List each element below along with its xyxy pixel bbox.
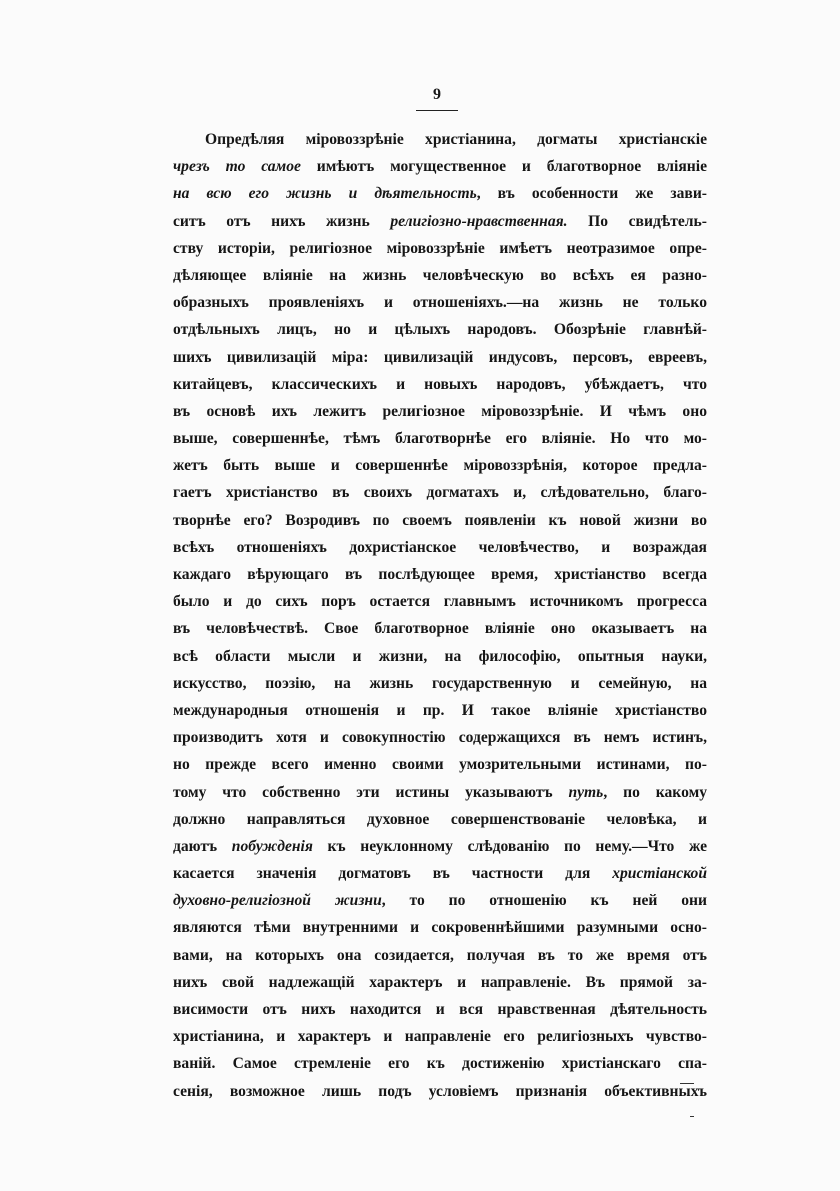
text-segment: къ неуклонному слѣдованію по нему.—Что же: [312, 837, 707, 855]
margin-mark: [690, 1116, 694, 1117]
text-segment: сенія, возможное лишь подъ условіемъ признанія объективныхъ: [173, 1082, 707, 1100]
text-segment: въ человѣчествѣ. Свое благотворное вліяніе оно оказываетъ на: [173, 620, 707, 638]
text-segment: но прежде всего именно своими умозрительными истинами, по-: [173, 756, 707, 774]
text-line: [173, 914, 707, 941]
text-line: [173, 779, 707, 806]
text-line: [173, 751, 707, 778]
italic-text: религіозно-нравственная.: [390, 212, 568, 230]
text-line: [173, 887, 707, 914]
text-line: [173, 615, 707, 642]
text-line: [173, 534, 707, 561]
text-segment: касается значенія догматовъ въ частности для: [173, 865, 613, 883]
text-segment: творнѣе его? Возродивъ по своемъ появленіи къ новой жизни во: [173, 511, 707, 529]
text-line: [173, 180, 707, 207]
italic-text: чрезъ то самое: [173, 158, 301, 176]
text-segment: даютъ: [173, 837, 232, 855]
text-line: [173, 1050, 707, 1077]
text-segment: должно направляться духовное совершенствованіе человѣка, и: [173, 810, 707, 828]
text-segment: жетъ быть выше и совершеннѣе міровоззрѣнія, которое предла-: [173, 457, 707, 475]
text-segment: шихъ цивилизацій міра: цивилизацій индусовъ, персовъ, евреевъ,: [173, 348, 707, 366]
text-line: [173, 344, 707, 371]
text-segment: По свидѣтель-: [567, 212, 707, 230]
text-segment: было и до сихъ поръ остается главнымъ источникомъ прогресса: [173, 593, 707, 611]
text-segment: каждаго вѣрующаго въ послѣдующее время, христіанство всегда: [173, 566, 707, 583]
text-line: [173, 316, 707, 343]
text-line: [173, 398, 707, 425]
text-segment: китайцевъ, классическихъ и новыхъ народовъ, убѣждаетъ, что: [173, 375, 707, 393]
text-line: [173, 1023, 707, 1050]
text-line: [173, 724, 707, 751]
margin-mark: [680, 1083, 694, 1084]
text-segment: образныхъ проявленіяхъ и отношеніяхъ.—на жизнь не только: [173, 294, 707, 312]
text-line: [173, 697, 707, 724]
text-segment: нихъ свой надлежащій характеръ и направленіе. Въ прямой за-: [173, 973, 707, 991]
italic-text: духовно-религіозной жизни: [173, 892, 382, 910]
page-number: 9: [433, 86, 441, 103]
text-segment: выше, совершеннѣе, тѣмъ благотворнѣе его вліяніе. Но что мо-: [173, 430, 707, 448]
text-line: [173, 425, 707, 452]
text-line: [173, 1078, 707, 1105]
text-line: [173, 153, 707, 180]
text-line: [173, 969, 707, 996]
text-line: [173, 289, 707, 316]
text-segment: ситъ отъ нихъ жизнь: [173, 212, 391, 230]
text-segment: ству исторіи, религіозное міровоззрѣніе имѣетъ неотразимое опре-: [173, 239, 707, 257]
text-segment: имѣютъ могущественное и благотворное вліяніе: [300, 158, 707, 176]
text-segment: христіанина, и характеръ и направленіе его религіозныхъ чувство-: [173, 1028, 707, 1046]
text-segment: искусство, поэзію, на жизнь государственную и семейную, на: [173, 674, 707, 692]
text-line: [173, 806, 707, 833]
italic-text: путь: [568, 783, 604, 801]
text-segment: , то по отношенію къ ней они: [381, 892, 707, 910]
text-line: [173, 452, 707, 479]
text-segment: тому что собственно эти истины указываютъ: [173, 783, 569, 801]
text-line: [173, 588, 707, 615]
text-line: [173, 833, 707, 860]
text-line: [173, 507, 707, 534]
text-segment: , по какому: [603, 783, 707, 801]
text-segment: Опредѣляя міровоззрѣніе христіанина, догматы христіанскіе: [205, 131, 707, 148]
italic-text: христіанской: [612, 865, 707, 883]
italic-text: побужденія: [231, 837, 313, 855]
text-line: [173, 942, 707, 969]
text-segment: гаетъ христіанство въ своихъ догматахъ и, слѣдовательно, благо-: [173, 484, 707, 502]
page-number-rule: [416, 110, 458, 111]
text-segment: вами, на которыхъ она созидается, получая въ то же время отъ: [173, 946, 707, 964]
text-line: [173, 235, 707, 262]
text-line: [173, 371, 707, 398]
text-segment: дѣляющее вліяніе на жизнь человѣческую во всѣхъ ея разно-: [173, 266, 707, 284]
text-segment: производитъ хотя и совокупностію содержащихся въ немъ истинъ,: [173, 729, 707, 747]
text-segment: висимости отъ нихъ находится и вся нравственная дѣятельность: [173, 1001, 707, 1018]
text-segment: всѣхъ отношеніяхъ дохристіанское человѣчество, и возраждая: [173, 538, 707, 556]
text-line: [173, 643, 707, 670]
text-line: [173, 479, 707, 506]
text-segment: отдѣльныхъ лицъ, но и цѣлыхъ народовъ. Обозрѣніе главнѣй-: [173, 321, 707, 339]
text-line: [173, 860, 707, 887]
body-text: [173, 126, 707, 1105]
text-segment: всѣ области мысли и жизни, на философію, опытныя науки,: [173, 647, 707, 665]
text-line: [173, 670, 707, 697]
text-line: [173, 262, 707, 289]
text-line: [173, 561, 707, 588]
text-segment: являются тѣми внутренними и сокровеннѣйшими разумными осно-: [173, 919, 707, 937]
italic-text: на всю его жизнь и дѣятельность: [173, 185, 477, 203]
text-segment: ваній. Самое стремленіе его къ достиженію христіанскаго спа-: [173, 1055, 707, 1073]
text-line: [173, 996, 707, 1023]
text-segment: въ основѣ ихъ лежитъ религіозное міровоззрѣніе. И чѣмъ оно: [173, 402, 707, 420]
text-line: [173, 208, 707, 235]
text-segment: международныя отношенія и пр. И такое вліяніе христіанство: [173, 701, 707, 719]
text-segment: , въ особенности же зави-: [476, 185, 707, 203]
text-line: [173, 126, 707, 153]
